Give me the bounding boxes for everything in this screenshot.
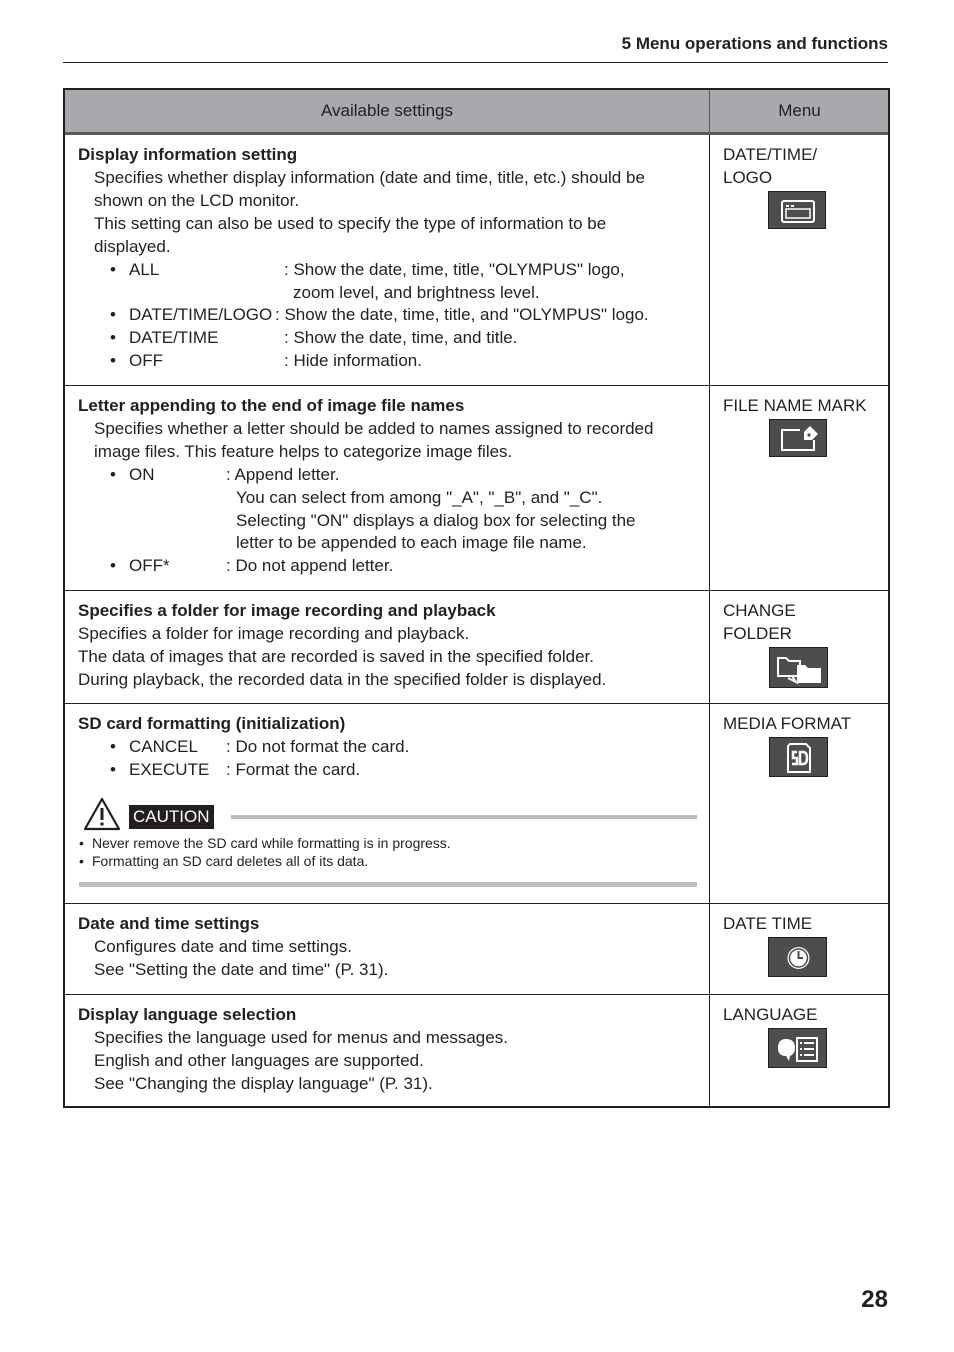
option-key: DATE/TIME xyxy=(129,328,219,347)
option-desc: : Show the date, time, and title. xyxy=(284,328,518,347)
description-line: image files. This feature helps to categorize image files. xyxy=(94,442,513,461)
row-title: SD card formatting (initialization) xyxy=(78,714,346,733)
option-desc-continued: You can select from among "_A", "_B", and "_C". xyxy=(236,488,603,507)
bullet: • xyxy=(110,260,116,279)
menu-cell xyxy=(709,135,888,385)
change-folder-icon xyxy=(769,647,828,688)
caution-label: CAUTION xyxy=(129,805,214,829)
file-name-mark-icon xyxy=(769,419,827,457)
description-line: Specifies whether a letter should be added to names assigned to recorded xyxy=(94,419,654,438)
option-desc: : Do not append letter. xyxy=(226,556,394,575)
menu-label: MEDIA FORMAT xyxy=(723,714,852,733)
table-row xyxy=(65,995,888,1106)
row-title: Display language selection xyxy=(78,1005,297,1024)
option-desc: : Hide information. xyxy=(284,351,422,370)
bullet: • xyxy=(110,328,116,347)
option-desc: : Show the date, time, title, "OLYMPUS" logo, xyxy=(284,260,625,279)
option-key: ON xyxy=(129,465,155,484)
bullet: • xyxy=(110,465,116,484)
option-key: EXECUTE xyxy=(129,760,210,779)
sd-card-icon xyxy=(769,737,828,777)
bullet: • xyxy=(110,556,116,575)
table-row xyxy=(65,135,888,386)
option-desc: : Append letter. xyxy=(226,465,340,484)
description-line: shown on the LCD monitor. xyxy=(94,191,300,210)
option-desc: : Format the card. xyxy=(226,760,361,779)
option-key: DATE/TIME/LOGO xyxy=(129,305,273,324)
menu-label: FILE NAME MARK xyxy=(723,396,867,415)
bullet: • xyxy=(79,853,84,869)
caution-divider xyxy=(231,815,697,819)
description-line: Specifies the language used for menus and messages. xyxy=(94,1028,508,1047)
bullet: • xyxy=(110,760,116,779)
bullet: • xyxy=(79,835,84,851)
row-title: Display information setting xyxy=(78,145,298,164)
clock-icon xyxy=(768,937,827,977)
settings-cell xyxy=(65,904,709,994)
table-row xyxy=(65,386,888,591)
section-title: 5 Menu operations and functions xyxy=(621,34,888,53)
menu-label: FOLDER xyxy=(723,624,792,643)
description-line: See "Setting the date and time" (P. 31). xyxy=(94,960,389,979)
menu-cell xyxy=(709,386,888,590)
description-line: English and other languages are supported. xyxy=(94,1051,424,1070)
menu-cell xyxy=(709,704,888,903)
display-info-icon xyxy=(768,191,826,229)
row-title: Letter appending to the end of image file names xyxy=(78,396,465,415)
option-key: OFF xyxy=(129,351,163,370)
description-line: This setting can also be used to specify the type of information to be xyxy=(94,214,607,233)
option-key: CANCEL xyxy=(129,737,198,756)
menu-cell xyxy=(709,904,888,994)
settings-cell xyxy=(65,135,709,385)
bullet: • xyxy=(110,305,116,324)
table-row xyxy=(65,904,888,995)
description-line: Configures date and time settings. xyxy=(94,937,352,956)
table-row xyxy=(65,704,888,904)
page-number: 28 xyxy=(861,1286,888,1313)
bullet: • xyxy=(110,351,116,370)
description-line: Specifies whether display information (date and time, title, etc.) should be xyxy=(94,168,645,187)
option-desc-continued: Selecting "ON" displays a dialog box for selecting the xyxy=(236,511,636,530)
description-line: During playback, the recorded data in the specified folder is displayed. xyxy=(78,670,607,689)
description-line: The data of images that are recorded is saved in the specified folder. xyxy=(78,647,594,666)
caution-text: Formatting an SD card deletes all of its data. xyxy=(92,853,369,869)
row-title: Date and time settings xyxy=(78,914,260,933)
description-line: See "Changing the display language" (P. 31). xyxy=(94,1074,433,1093)
option-desc-continued: letter to be appended to each image file name. xyxy=(236,533,587,552)
description-line: displayed. xyxy=(94,237,171,256)
header-menu: Menu xyxy=(709,90,889,132)
caution-bottom-rule xyxy=(79,882,697,887)
menu-label: CHANGE xyxy=(723,601,796,620)
settings-cell xyxy=(65,591,709,703)
row-title: Specifies a folder for image recording and playback xyxy=(78,601,496,620)
menu-label: DATE/TIME/ xyxy=(723,145,818,164)
menu-cell xyxy=(709,591,888,703)
settings-cell xyxy=(65,995,709,1106)
header-available-settings: Available settings xyxy=(321,101,453,120)
option-key: OFF* xyxy=(129,556,170,575)
language-icon xyxy=(768,1028,827,1068)
settings-cell xyxy=(65,386,709,590)
menu-label: DATE TIME xyxy=(723,914,813,933)
settings-cell xyxy=(65,704,709,903)
option-desc: : Do not format the card. xyxy=(226,737,410,756)
description-line: Specifies a folder for image recording and playback. xyxy=(78,624,470,643)
menu-label: LOGO xyxy=(723,168,773,187)
settings-table xyxy=(63,88,890,1108)
option-key: ALL xyxy=(129,260,160,279)
menu-label: LANGUAGE xyxy=(723,1005,818,1024)
menu-cell xyxy=(709,995,888,1106)
option-desc-continued: zoom level, and brightness level. xyxy=(293,283,540,302)
warning-icon xyxy=(83,797,121,831)
option-desc: : Show the date, time, title, and "OLYMPUS" logo. xyxy=(275,305,649,324)
table-header xyxy=(65,90,888,135)
bullet: • xyxy=(110,737,116,756)
table-row xyxy=(65,591,888,704)
caution-text: Never remove the SD card while formatting is in progress. xyxy=(92,835,451,851)
header-rule xyxy=(63,62,888,63)
